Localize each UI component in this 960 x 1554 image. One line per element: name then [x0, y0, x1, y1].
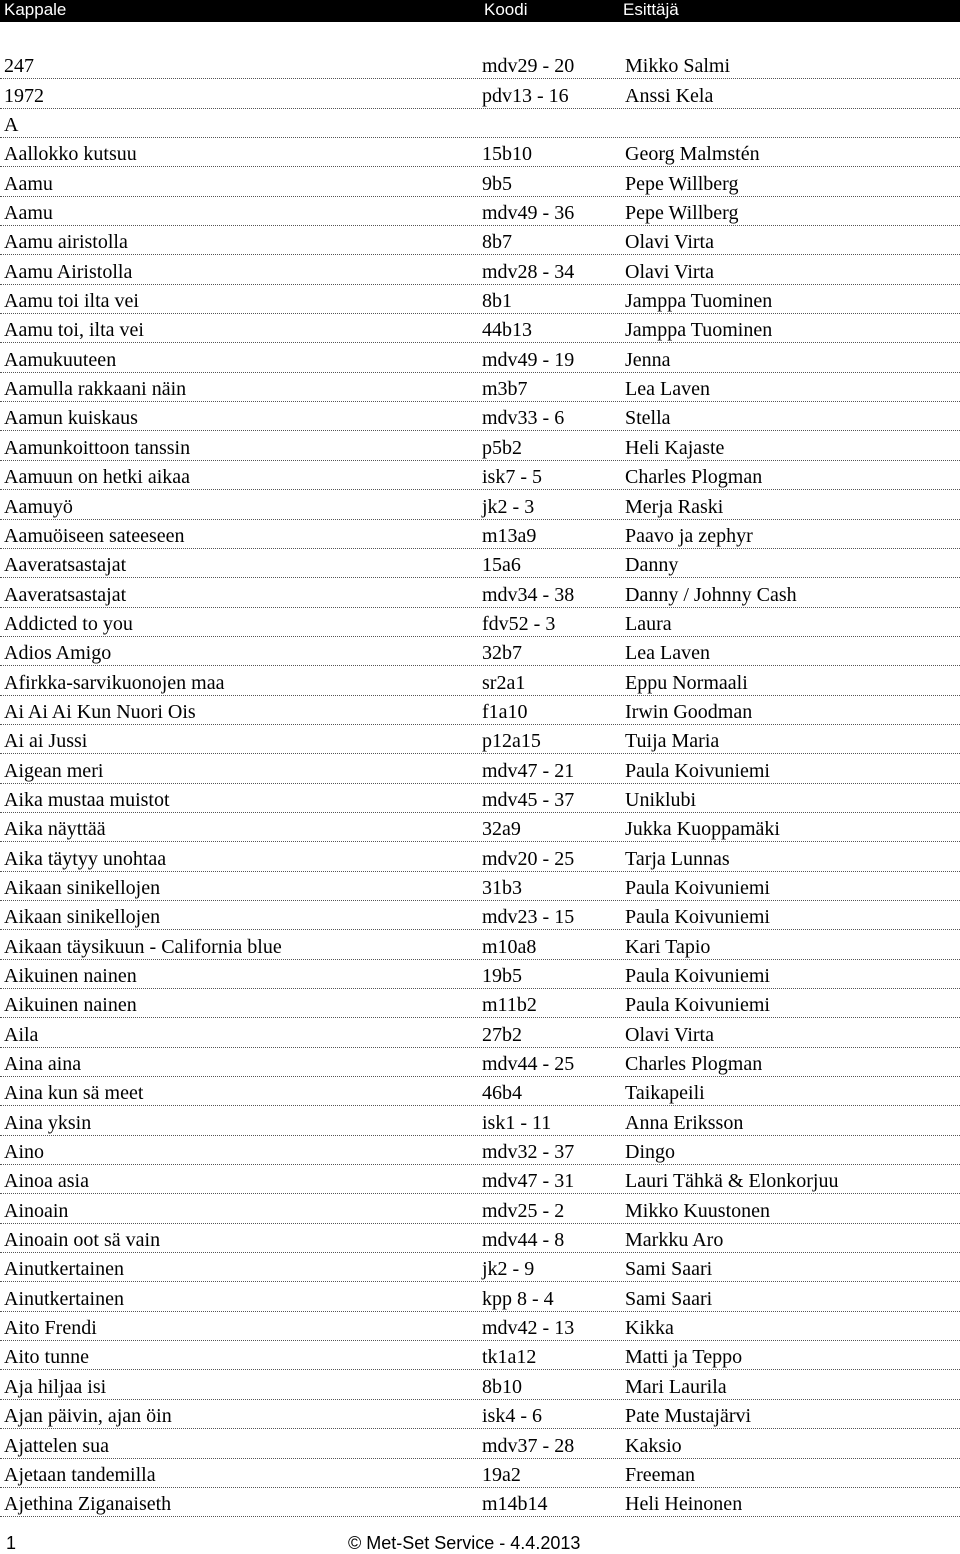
song-title: Ajethina Ziganaiseth — [4, 1493, 172, 1516]
song-code: tk1a12 — [482, 1346, 537, 1369]
list-item — [0, 50, 960, 79]
song-code: pdv13 - 16 — [482, 84, 569, 107]
song-artist: Olavi Virta — [625, 1023, 714, 1046]
song-code: 8b10 — [482, 1375, 522, 1398]
song-code: 8b1 — [482, 290, 512, 313]
song-title: Aito Frendi — [4, 1317, 97, 1340]
song-artist: Olavi Virta — [625, 260, 714, 283]
song-artist: Charles Plogman — [625, 1053, 763, 1076]
list-item — [0, 1400, 960, 1429]
song-title: Ajetaan tandemilla — [4, 1463, 156, 1486]
song-title: Adios Amigo — [4, 642, 112, 665]
song-title: Ainoain oot sä vain — [4, 1229, 161, 1252]
song-artist: Sami Saari — [625, 1258, 713, 1281]
song-artist: Paula Koivuniemi — [625, 906, 770, 929]
song-title: Aamulla rakkaani näin — [4, 378, 187, 401]
list-item — [0, 784, 960, 813]
list-item — [0, 1459, 960, 1488]
song-title: Ai Ai Ai Kun Nuori Ois — [4, 700, 196, 723]
list-item — [0, 608, 960, 637]
song-code: m3b7 — [482, 378, 528, 401]
list-item — [0, 930, 960, 959]
song-code: mdv33 - 6 — [482, 407, 565, 430]
list-item — [0, 167, 960, 196]
list-item — [0, 79, 960, 108]
song-title: Aamu Airistolla — [4, 260, 133, 283]
song-title: Aikuinen nainen — [4, 994, 137, 1017]
song-code: 15b10 — [482, 143, 532, 166]
song-code: isk7 - 5 — [482, 466, 542, 489]
song-title: Aamu airistolla — [4, 231, 128, 254]
song-artist: Heli Heinonen — [625, 1493, 743, 1516]
song-artist: Kari Tapio — [625, 935, 711, 958]
list-item — [0, 461, 960, 490]
song-title: Aikaan täysikuun - California blue — [4, 935, 282, 958]
song-code: mdv23 - 15 — [482, 906, 575, 929]
song-title: Aamukuuteen — [4, 348, 117, 371]
song-code: m14b14 — [482, 1493, 548, 1516]
song-title: Addicted to you — [4, 612, 133, 635]
song-title: A — [4, 114, 19, 137]
song-title: Aamu — [4, 202, 53, 225]
song-code: mdv42 - 13 — [482, 1317, 575, 1340]
song-title: Aino — [4, 1141, 44, 1164]
song-artist: Eppu Normaali — [625, 671, 748, 694]
list-item — [0, 197, 960, 226]
song-code: 31b3 — [482, 876, 522, 899]
song-code: 8b7 — [482, 231, 512, 254]
song-artist: Lea Laven — [625, 642, 710, 665]
list-item — [0, 1018, 960, 1047]
list-item — [0, 226, 960, 255]
list-item — [0, 1488, 960, 1517]
song-artist: Jukka Kuoppamäki — [625, 818, 780, 841]
list-item — [0, 989, 960, 1018]
song-artist: Sami Saari — [625, 1287, 713, 1310]
song-artist: Anna Eriksson — [625, 1111, 744, 1134]
list-item — [0, 960, 960, 989]
song-artist: Paula Koivuniemi — [625, 994, 770, 1017]
song-title: Aaveratsastajat — [4, 583, 127, 606]
song-code: mdv25 - 2 — [482, 1199, 565, 1222]
song-title: Ai ai Jussi — [4, 730, 88, 753]
song-title: Ainoa asia — [4, 1170, 89, 1193]
song-artist: Lauri Tähkä & Elonkorjuu — [625, 1170, 839, 1193]
song-artist: Kikka — [625, 1317, 674, 1340]
song-artist: Paavo ja zephyr — [625, 524, 753, 547]
song-code: mdv49 - 19 — [482, 348, 575, 371]
song-title: Aamu toi, ilta vei — [4, 319, 144, 342]
list-item — [0, 343, 960, 372]
song-artist: Tuija Maria — [625, 730, 720, 753]
song-artist: Stella — [625, 407, 671, 430]
song-title: Aikaan sinikellojen — [4, 906, 161, 929]
song-artist: Mari Laurila — [625, 1375, 727, 1398]
song-code: isk4 - 6 — [482, 1405, 542, 1428]
song-title: Aikaan sinikellojen — [4, 876, 161, 899]
header-title: Kappale — [4, 0, 67, 19]
song-title: Aamun kuiskaus — [4, 407, 138, 430]
song-artist: Jamppa Tuominen — [625, 319, 773, 342]
page-number: 1 — [6, 1533, 17, 1553]
list-item — [0, 431, 960, 460]
song-title: Aito tunne — [4, 1346, 89, 1369]
song-artist: Pepe Willberg — [625, 172, 739, 195]
song-artist: Freeman — [625, 1463, 695, 1486]
song-code: jk2 - 3 — [482, 495, 535, 518]
copyright-text: © Met-Set Service - 4.4.2013 — [348, 1533, 581, 1553]
list-item — [0, 1282, 960, 1311]
song-code: mdv32 - 37 — [482, 1141, 575, 1164]
song-title: Aamuun on hetki aikaa — [4, 466, 191, 489]
list-item — [0, 754, 960, 783]
song-code: mdv29 - 20 — [482, 55, 575, 78]
song-artist: Danny — [625, 554, 679, 577]
song-code: mdv47 - 31 — [482, 1170, 575, 1193]
song-artist: Charles Plogman — [625, 466, 763, 489]
list-item — [0, 109, 960, 138]
song-code: mdv37 - 28 — [482, 1434, 575, 1457]
list-item — [0, 402, 960, 431]
list-item — [0, 285, 960, 314]
list-item — [0, 578, 960, 607]
song-title: 247 — [4, 55, 34, 78]
song-code: 19b5 — [482, 965, 522, 987]
list-item — [0, 1136, 960, 1165]
page-footer — [0, 1533, 960, 1553]
song-code: fdv52 - 3 — [482, 612, 556, 635]
list-item — [0, 637, 960, 666]
song-artist: Merja Raski — [625, 495, 724, 518]
song-code: mdv34 - 38 — [482, 583, 575, 606]
list-item — [0, 666, 960, 695]
song-code: isk1 - 11 — [482, 1111, 552, 1134]
header-code: Koodi — [484, 0, 528, 19]
song-code: m11b2 — [482, 994, 537, 1017]
song-artist: Jenna — [625, 348, 671, 371]
list-item — [0, 1224, 960, 1253]
song-artist: Taikapeili — [625, 1082, 705, 1105]
song-artist: Heli Kajaste — [625, 436, 725, 459]
song-title: Aamu toi ilta vei — [4, 290, 139, 313]
song-code: sr2a1 — [482, 671, 526, 694]
song-title: Aamuyö — [4, 495, 73, 518]
song-artist: Uniklubi — [625, 788, 697, 811]
list-item — [0, 725, 960, 754]
song-artist: Jamppa Tuominen — [625, 290, 773, 313]
song-artist: Laura — [625, 612, 672, 635]
song-title: Aila — [4, 1023, 39, 1046]
song-title: Ainoain — [4, 1199, 69, 1222]
list-item — [0, 1165, 960, 1194]
song-title: Aina yksin — [4, 1111, 92, 1134]
list-item — [0, 549, 960, 578]
song-title: Aamu — [4, 172, 53, 195]
song-title: Afirkka-sarvikuonojen maa — [4, 671, 225, 694]
song-artist: Georg Malmstén — [625, 143, 760, 166]
song-artist: Irwin Goodman — [625, 700, 753, 723]
song-artist: Danny / Johnny Cash — [625, 583, 797, 606]
song-code: mdv44 - 25 — [482, 1053, 575, 1076]
song-artist: Olavi Virta — [625, 231, 714, 254]
song-artist: Kaksio — [625, 1434, 682, 1457]
list-item — [0, 1253, 960, 1282]
song-code: 44b13 — [482, 319, 532, 342]
song-list — [0, 50, 960, 1517]
song-artist: Paula Koivuniemi — [625, 759, 770, 782]
song-artist: Mikko Kuustonen — [625, 1199, 770, 1222]
header-artist: Esittäjä — [623, 0, 679, 19]
list-item — [0, 490, 960, 519]
list-item — [0, 373, 960, 402]
song-code: mdv45 - 37 — [482, 788, 575, 811]
song-artist: Lea Laven — [625, 378, 710, 401]
song-code: 32b7 — [482, 642, 522, 665]
list-item — [0, 842, 960, 871]
song-artist: Anssi Kela — [625, 84, 714, 107]
song-title: Aina aina — [4, 1053, 82, 1076]
song-title: Aika mustaa muistot — [4, 788, 170, 811]
list-item — [0, 696, 960, 725]
song-code: mdv47 - 21 — [482, 759, 575, 782]
song-code: kpp 8 - 4 — [482, 1287, 554, 1310]
song-artist: Pepe Willberg — [625, 202, 739, 225]
song-code: mdv20 - 25 — [482, 847, 575, 870]
song-title: Aika näyttää — [4, 818, 106, 841]
song-artist: Paula Koivuniemi — [625, 876, 770, 899]
column-header-bar — [0, 0, 960, 22]
song-title: Ainutkertainen — [4, 1287, 124, 1310]
song-title: Aamuöiseen sateeseen — [4, 524, 185, 547]
song-code: mdv49 - 36 — [482, 202, 575, 225]
list-item — [0, 314, 960, 343]
list-item — [0, 255, 960, 284]
song-code: 46b4 — [482, 1082, 522, 1105]
list-item — [0, 1370, 960, 1399]
song-title: Aallokko kutsuu — [4, 143, 137, 166]
list-item — [0, 520, 960, 549]
song-title: Aaveratsastajat — [4, 554, 127, 577]
song-title: Aikuinen nainen — [4, 965, 137, 987]
song-title: Ainutkertainen — [4, 1258, 124, 1281]
list-item — [0, 1048, 960, 1077]
list-item — [0, 813, 960, 842]
song-code: jk2 - 9 — [482, 1258, 535, 1281]
list-item — [0, 1106, 960, 1135]
song-code: f1a10 — [482, 700, 528, 723]
song-artist: Matti ja Teppo — [625, 1346, 743, 1369]
song-artist: Paula Koivuniemi — [625, 965, 770, 987]
song-code: p5b2 — [482, 436, 522, 459]
song-code: m10a8 — [482, 935, 537, 958]
song-title: Aika täytyy unohtaa — [4, 847, 167, 870]
song-code: mdv28 - 34 — [482, 260, 575, 283]
song-code: 9b5 — [482, 172, 512, 195]
list-item — [0, 1341, 960, 1370]
list-item — [0, 872, 960, 901]
song-title: Aamunkoittoon tanssin — [4, 436, 191, 459]
list-item — [0, 1194, 960, 1223]
song-code: 32a9 — [482, 818, 521, 841]
song-code: 27b2 — [482, 1023, 522, 1046]
list-item — [0, 1312, 960, 1341]
song-title: Aina kun sä meet — [4, 1082, 144, 1105]
song-code: p12a15 — [482, 730, 541, 753]
list-item — [0, 1429, 960, 1458]
song-code: 19a2 — [482, 1463, 521, 1486]
song-artist: Tarja Lunnas — [625, 847, 730, 870]
song-title: Aigean meri — [4, 759, 104, 782]
song-title: 1972 — [4, 84, 44, 107]
song-title: Ajattelen sua — [4, 1434, 109, 1457]
song-artist: Pate Mustajärvi — [625, 1405, 752, 1428]
song-artist: Mikko Salmi — [625, 55, 731, 78]
song-artist: Dingo — [625, 1141, 675, 1164]
song-code: 15a6 — [482, 554, 521, 577]
song-title: Aja hiljaa isi — [4, 1375, 107, 1398]
song-title: Ajan päivin, ajan öin — [4, 1405, 172, 1428]
song-artist: Markku Aro — [625, 1229, 724, 1252]
song-code: m13a9 — [482, 524, 537, 547]
list-item — [0, 901, 960, 930]
list-item — [0, 138, 960, 167]
song-code: mdv44 - 8 — [482, 1229, 565, 1252]
list-item — [0, 1077, 960, 1106]
